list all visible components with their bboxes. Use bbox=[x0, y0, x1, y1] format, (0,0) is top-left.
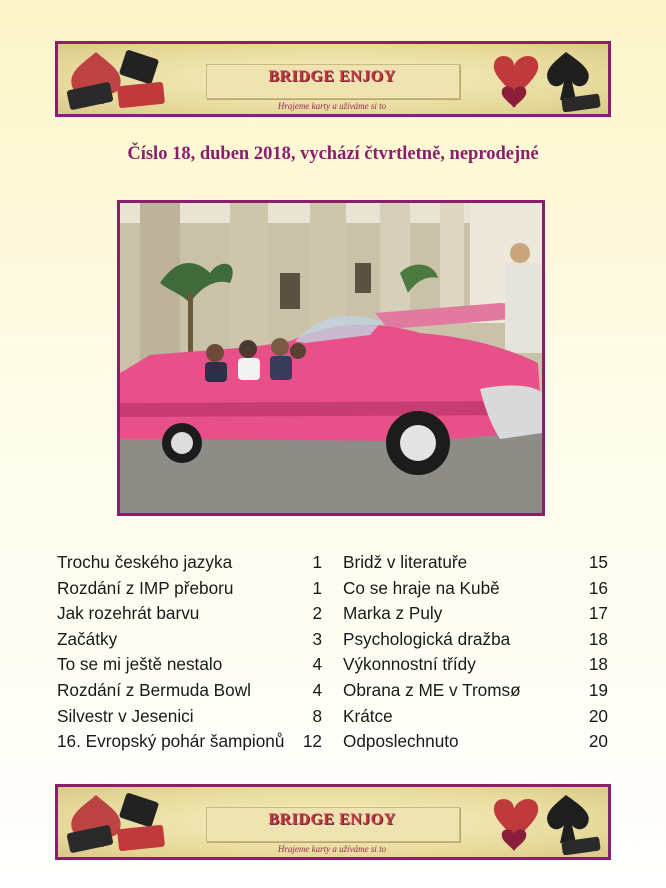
toc-entry[interactable] bbox=[57, 601, 322, 627]
toc-title: Začátky bbox=[57, 628, 118, 649]
toc-entry[interactable] bbox=[57, 729, 322, 755]
header-banner bbox=[55, 41, 611, 117]
toc-page: 8 bbox=[312, 705, 322, 726]
toc-page: 2 bbox=[312, 603, 322, 624]
toc-page: 12 bbox=[302, 731, 322, 752]
toc-page: 1 bbox=[312, 577, 322, 598]
toc-entry[interactable] bbox=[57, 627, 322, 653]
toc-title: Rozdání z Bermuda Bowl bbox=[57, 679, 251, 700]
toc-entry[interactable] bbox=[343, 704, 608, 730]
toc-page: 20 bbox=[588, 731, 608, 752]
banner-tagline: Hrajeme karty a užíváme si to bbox=[277, 101, 387, 111]
toc-entry[interactable] bbox=[343, 576, 608, 602]
toc-entry[interactable] bbox=[343, 729, 608, 755]
pink-convertible-illustration bbox=[120, 203, 542, 513]
toc-entry[interactable] bbox=[57, 652, 322, 678]
toc-title: Obrana z ME v Tromsø bbox=[343, 679, 521, 700]
toc-page: 18 bbox=[588, 628, 608, 649]
issue-line: Číslo 18, duben 2018, vychází čtvrtletně, neprodejné bbox=[127, 144, 539, 164]
toc-title: 16. Evropský pohár šampionů bbox=[57, 731, 285, 752]
toc-page: 20 bbox=[588, 705, 608, 726]
toc-page: 16 bbox=[588, 577, 608, 598]
card-suits-right-icon bbox=[484, 46, 604, 112]
toc-title: Bridž v literatuře bbox=[343, 552, 468, 572]
toc-title: Krátce bbox=[343, 705, 393, 726]
toc-left-column bbox=[57, 550, 322, 755]
toc-entry[interactable] bbox=[57, 704, 322, 730]
toc-title: Trochu českého jazyka bbox=[57, 552, 233, 572]
footer-banner bbox=[55, 784, 611, 860]
toc-entry[interactable] bbox=[343, 652, 608, 678]
card-suits-left-icon bbox=[62, 46, 182, 112]
toc-entry[interactable] bbox=[343, 627, 608, 653]
toc-page: 1 bbox=[312, 552, 322, 572]
toc-entry[interactable] bbox=[343, 601, 608, 627]
toc-title: Rozdání z IMP přeboru bbox=[57, 577, 234, 598]
toc-title: Marka z Puly bbox=[343, 603, 443, 624]
card-suits-right-icon bbox=[484, 789, 604, 855]
banner-title: BRIDGE ENJOY bbox=[268, 68, 396, 85]
toc-page: 17 bbox=[588, 603, 608, 624]
toc-title: Výkonnostní třídy bbox=[343, 654, 476, 675]
toc-entry[interactable] bbox=[57, 678, 322, 704]
toc-entry[interactable] bbox=[57, 576, 322, 602]
toc-title: Jak rozehrát barvu bbox=[57, 603, 200, 624]
toc-page: 4 bbox=[312, 654, 322, 675]
toc-title: Co se hraje na Kubě bbox=[343, 577, 500, 598]
cover-photo bbox=[117, 200, 545, 516]
toc-entry[interactable] bbox=[57, 550, 322, 576]
toc-title: Psychologická dražba bbox=[343, 628, 511, 649]
toc-entry[interactable] bbox=[343, 678, 608, 704]
toc-title: Silvestr v Jesenici bbox=[57, 705, 194, 726]
toc-page: 4 bbox=[312, 679, 322, 700]
toc-title: Odposlechnuto bbox=[343, 731, 459, 752]
toc-right-column bbox=[343, 550, 608, 755]
toc-page: 19 bbox=[588, 679, 608, 700]
banner-tagline: Hrajeme karty a užíváme si to bbox=[277, 844, 387, 854]
toc-page: 18 bbox=[588, 654, 608, 675]
toc-page: 15 bbox=[588, 552, 608, 572]
toc-entry[interactable] bbox=[343, 550, 608, 576]
toc-page: 3 bbox=[312, 628, 322, 649]
card-suits-left-icon bbox=[62, 789, 182, 855]
banner-title: BRIDGE ENJOY bbox=[268, 811, 396, 828]
toc-title: To se mi ještě nestalo bbox=[57, 654, 223, 675]
